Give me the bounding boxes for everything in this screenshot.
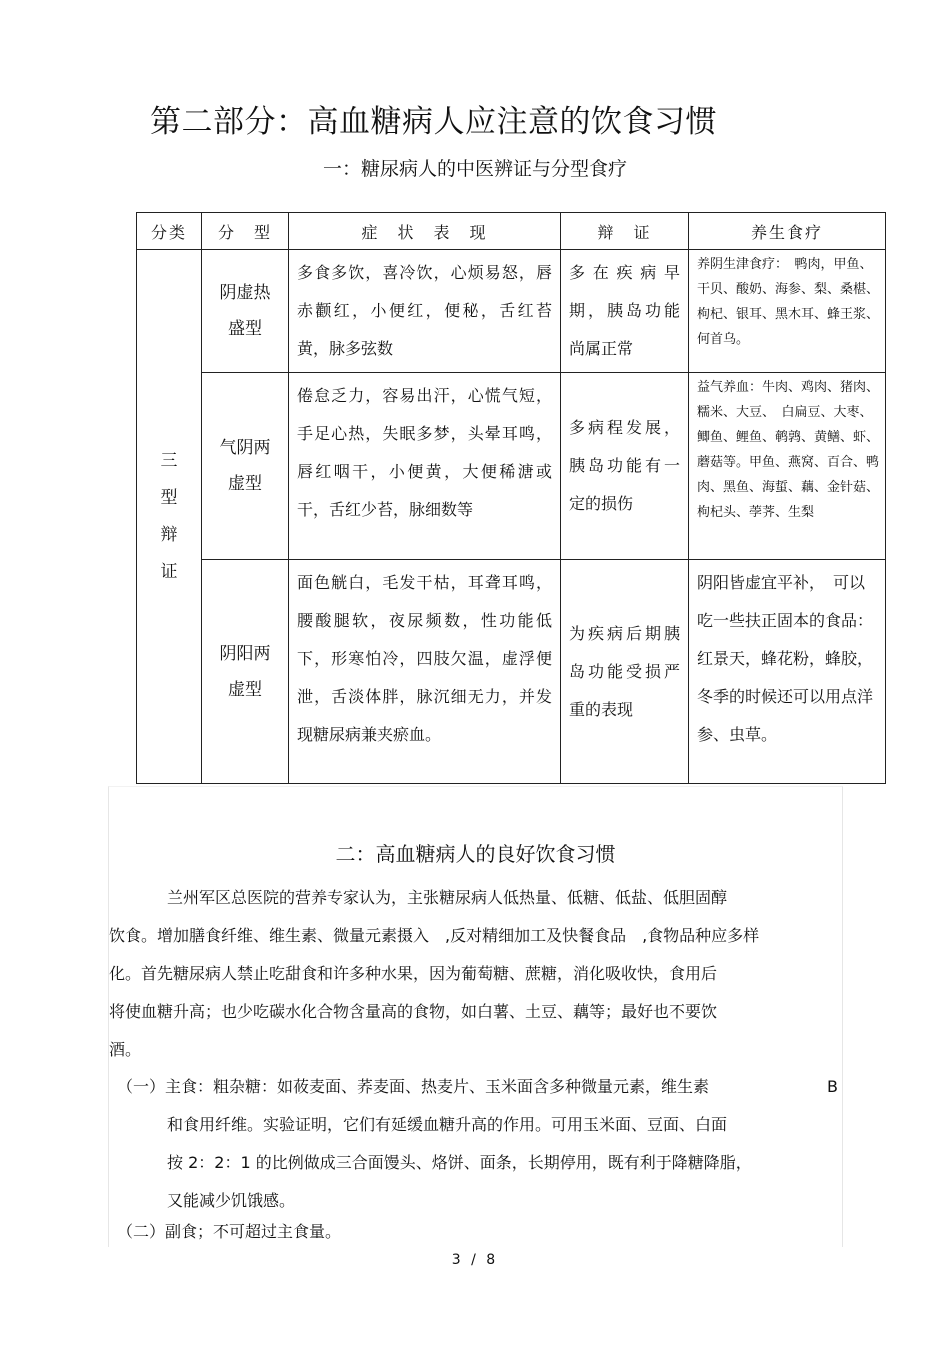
section2-paragraph xyxy=(109,879,842,1069)
diagnosis-cell: 为疾病后期胰岛功能受损严重的表现 xyxy=(561,560,689,784)
type-cell xyxy=(202,373,289,560)
symptoms-cell: 倦怠乏力，容易出汗，心慌气短，手足心热，失眠多梦，头晕耳鸣，唇红咽干，小便黄，大便稀溏或干，舌红少苔，脉细数等 xyxy=(289,373,561,560)
section2-title: 二：高血糖病人的良好饮食习惯 xyxy=(335,842,616,866)
symptoms-cell: 多食多饮，喜冷饮，心烦易怒，唇赤颧红，小便红，便秘，舌红苔黄，脉多弦数 xyxy=(289,250,561,373)
table-row xyxy=(137,250,886,373)
list-item-line: 按 2：2：1 的比例做成三合面馒头、烙饼、面条，长期停用，既有利于降糖降脂， xyxy=(167,1153,752,1172)
diagnosis-cell: 多病程发展，胰岛功能有一定的损伤 xyxy=(561,373,689,560)
type-cell xyxy=(202,560,289,784)
type-label: 气阴两 虚型 xyxy=(219,438,271,494)
category-cell xyxy=(137,250,202,784)
symptoms-cell: 面色觥白，毛发干枯，耳聋耳鸣，腰酸腿软，夜尿频数，性功能低下，形寒怕冷，四肢欠温，虚浮便泄，舌淡体胖，脉沉细无力，并发现糖尿病兼夹瘀血。 xyxy=(289,560,561,784)
header-type: 分 型 xyxy=(202,213,289,250)
paragraph-line: 饮食。增加膳食纤维、维生素、微量元素摄入 ,反对精细加工及快餐食品 ,食物品种应多样 xyxy=(109,926,760,945)
type-cell xyxy=(202,250,289,373)
section-subtitle: 一：糖尿病人的中医辨证与分型食疗 xyxy=(322,158,627,180)
diagnosis-cell: 多在疾病早期，胰岛功能尚属正常 xyxy=(561,250,689,373)
header-symptoms: 症 状 表 现 xyxy=(289,213,561,250)
list-item-line xyxy=(117,1068,842,1106)
diet-cell: 养阴生津食疗： 鸭肉，甲鱼、干贝、酸奶、海参、梨、桑椹、枸杞、银耳、黑木耳、蜂王浆、何首乌。 xyxy=(689,250,886,373)
page-number: 3 / 8 xyxy=(451,1252,499,1268)
paragraph-line: 将使血糖升高；也少吃碳水化合物含量高的食物，如白薯、土豆、藕等；最好也不要饮 xyxy=(109,1002,718,1021)
paragraph-line: 化。首先糖尿病人禁止吃甜食和许多种水果，因为葡萄糖、蔗糖，消化吸收快，食用后 xyxy=(109,964,718,983)
type-label: 阴阳两 虚型 xyxy=(219,643,271,700)
category-label: 三 型 辩 证 xyxy=(160,450,178,582)
paragraph-line: 兰州军区总医院的营养专家认为，主张糖尿病人低热量、低糖、低盐、低胆固醇 xyxy=(167,888,728,907)
header-category: 分类 xyxy=(137,213,202,250)
table-row xyxy=(137,373,886,560)
list-item-line: 和食用纤维。实验证明，它们有延缓血糖升高的作用。可用玉米面、豆面、白面 xyxy=(167,1115,728,1134)
list-item-line: 又能减少饥饿感。 xyxy=(167,1191,296,1210)
type-label: 阴虚热 盛型 xyxy=(219,283,271,339)
table-header-row xyxy=(137,213,886,250)
diet-cell: 益气养血：牛肉、鸡肉、猪肉、糯米、大豆、 白扁豆、大枣、鲫鱼、鲤鱼、鹌鹑、黄鳝、虾、蘑菇等。甲鱼、燕窝、百合、鸭肉、黑鱼、海蜇、藕、金针菇、枸杞头、荸荠、生梨 xyxy=(689,373,886,560)
list-item-text: （一）主食：粗杂糖：如莜麦面、荞麦面、热麦片、玉米面含多种微量元素，维生素 xyxy=(117,1077,710,1096)
vitamin-b-label: B xyxy=(827,1077,838,1096)
header-diet: 养生食疗 xyxy=(689,213,886,250)
diet-cell: 阴阳皆虚宜平补， 可以吃一些扶正固本的食品：红景天，蜂花粉，蜂胶，冬季的时候还可以用点洋参、虫草。 xyxy=(689,560,886,784)
section2-box xyxy=(108,786,843,1247)
list-item-staple-food xyxy=(117,1068,842,1220)
table-row xyxy=(137,560,886,784)
header-diagnosis: 辩 证 xyxy=(561,213,689,250)
list-item-side-dish: （二）副食；不可超过主食量。 xyxy=(117,1222,342,1241)
tcm-table xyxy=(136,212,886,784)
page-title: 第二部分：高血糖病人应注意的饮食习惯 xyxy=(150,104,717,140)
paragraph-line: 酒。 xyxy=(109,1040,142,1059)
